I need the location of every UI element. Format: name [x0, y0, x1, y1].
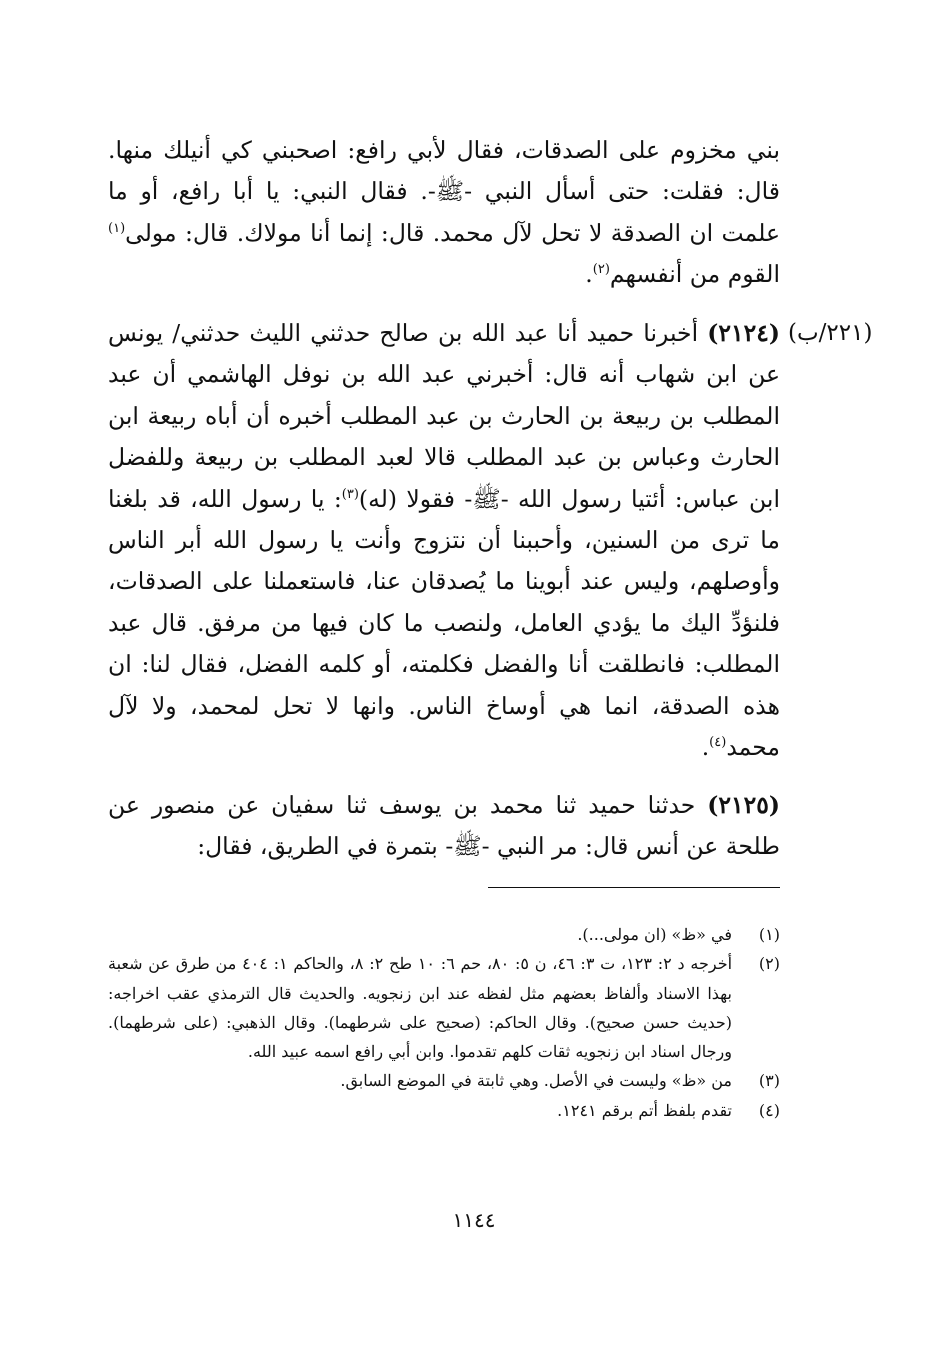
hadith-2124-part2: : يا رسول الله، قد بلغنا ما ترى من السنين، وأحببنا أن نتزوج وأنت يا رسول الله أبر الناس وأوصلهم، وليس عند أبوينا ما يُصدقان عنا، فاستعملنا على الصدقات، فلنؤدِّ اليك ما يؤدي العامل، ولنصب ما كان فيها من مرفق. قال عبد المطلب: فانطلقت أنا والفضل فكلمته، أو كلمه الفضل، فقال لنا: ان هذه الصدقة، انما هي أوساخ الناس. وانها لا تحل لمحمد، ولا لآل محمد: [108, 484, 780, 762]
hadith-2125-body: حدثنا حميد ثنا محمد بن يوسف ثنا سفيان عن منصور عن طلحة عن أنس قال: مر النبي -ﷺ- بتمرة في الطريق، فقال:: [108, 791, 780, 861]
footnote-ref-1: (١): [108, 220, 126, 236]
top-passage-text: [108, 130, 780, 296]
hadith-2125-number: (٢١٢٥): [707, 791, 780, 819]
footnote-text: أخرجه د ٢: ١٢٣، ت ٣: ٤٦، ن ٥: ٨٠، حم ٦: ١٠ طح ٢: ٨، والحاكم ١: ٤٠٤ من طرق عن شعبة بهذا الاسناد وألفاظ بعضهم مثل لفظه عند ابن زنجويه. والحديث قال الترمذي عقب اخراجه: (حديث حسن صحيح). وقال الحاكم: (صحيح على شرطهما). وقال الذهبي: (على شرطهما). ورجال اسناد ابن زنجويه ثقات كلهم تقدموا. وابن أبي رافع اسمه عبيد الله.: [108, 954, 733, 1062]
hadith-2124-text: [108, 313, 780, 768]
top-passage-part1: بني مخزوم على الصدقات، فقال لأبي رافع: اصحبني كي أنيلك منها. قال: فقلت: حتى أسأل النبي -ﷺ-. فقال النبي: يا أبا رافع، أو ما علمت ان الصدقة لا تحل لآل محمد. قال: إنما أنا مولاك. قال: مولى: [108, 136, 780, 247]
footnote-text: في «ظ» (ان مولى...).: [577, 925, 732, 944]
footnote: [108, 1066, 780, 1095]
hadith-2124-part1: أخبرنا حميد أنا عبد الله بن صالح حدثني الليث حدثني/ يونس عن ابن شهاب أنه قال: أخبرني عبد الله بن نوفل الهاشمي أن عبد المطلب بن ربيعة بن الحارث بن عبد المطلب أخبره أن أباه ربيعة ابن الحارث وعباس بن عبد المطلب قالا لعبد المطلب بن ربيعة وللفضل ابن عباس: أئتيا رسول الله -ﷺ- فقولا (له): [108, 319, 780, 513]
footnote-number: (٢): [758, 954, 780, 974]
footnote-number: (١): [758, 925, 780, 944]
hadith-2124-number: (٢١٢٤): [707, 319, 780, 347]
top-passage-part3: .: [585, 260, 593, 289]
margin-folio-reference: (٢٢١/ب): [788, 320, 873, 346]
footnote-divider: [488, 887, 780, 888]
footnote-ref-2: (٢): [592, 262, 610, 278]
top-passage: [108, 130, 780, 296]
footnote-text: تقدم بلفظ أتم برقم ١٢٤١.: [557, 1100, 732, 1120]
footnote: [108, 920, 780, 949]
top-passage-part2: القوم من أنفسهم: [609, 260, 780, 289]
footnote-number: (٤): [758, 1100, 780, 1120]
hadith-2125: [108, 785, 780, 868]
footnote: [108, 949, 780, 1066]
hadith-2124: [108, 313, 780, 768]
footnote-ref-3: (٣): [341, 486, 359, 502]
footnote: [108, 1096, 780, 1125]
footnote-ref-4: (٤): [709, 735, 727, 751]
page-number: ١١٤٤: [452, 1208, 496, 1232]
footnotes: [108, 920, 780, 1125]
footnote-text: من «ظ» وليست في الأصل. وهي ثابتة في الموضع السابق.: [340, 1071, 732, 1091]
hadith-2124-part3: .: [701, 733, 710, 762]
hadith-2125-text: [108, 785, 780, 868]
footnote-number: (٣): [758, 1071, 780, 1091]
